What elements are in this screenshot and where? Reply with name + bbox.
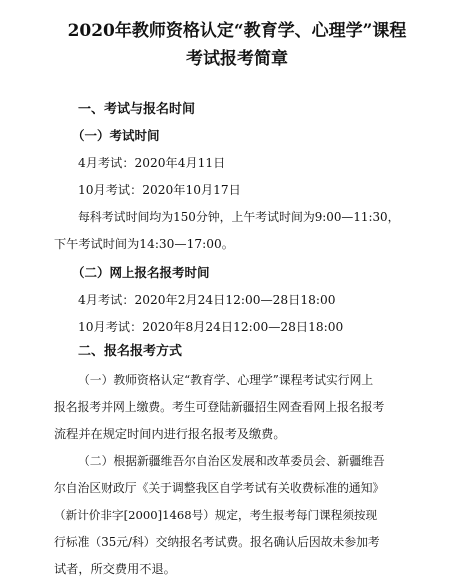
section-heading-registration-method: 二、报名报考方式 bbox=[78, 344, 183, 359]
registration-method-para1-line2: 报名报考并网上缴费。考生可登陆新疆招生网查看网上报名报考 bbox=[54, 400, 385, 414]
section-heading-exam-registration-time: 一、考试与报名时间 bbox=[78, 102, 196, 117]
registration-method-para2-line1: （二）根据新疆维吾尔自治区发展和改革委员会、新疆维吾 bbox=[78, 454, 385, 468]
registration-method-para1-line1: （一）教师资格认定“教育学、心理学”课程考试实行网上 bbox=[78, 373, 374, 387]
registration-method-para1-line3: 流程并在规定时间内进行报名报考及缴费。 bbox=[54, 427, 286, 441]
exam-date-april: 4月考试：2020年4月11日 bbox=[78, 156, 226, 170]
exam-duration-line-1: 每科考试时间均为150分钟，上午考试时间为9:00—11:30， bbox=[78, 210, 400, 224]
registration-method-para2-line2: 尔自治区财政厅《关于调整我区自学考试有关收费标准的通知》 bbox=[54, 481, 385, 495]
registration-method-para2-line3: （新计价非字[2000]1468号）规定，考生报考每门课程须按现 bbox=[54, 508, 378, 522]
exam-date-october: 10月考试：2020年10月17日 bbox=[78, 183, 241, 197]
exam-duration-line-2: 下午考试时间为14:30—17:00。 bbox=[54, 237, 234, 251]
document-title-line-1: 2020年教师资格认定“教育学、心理学”课程 bbox=[67, 21, 407, 41]
registration-date-april: 4月考试：2020年2月24日12:00—28日18:00 bbox=[78, 293, 336, 307]
subheading-exam-time: （一）考试时间 bbox=[72, 128, 160, 143]
registration-date-october: 10月考试：2020年8月24日12:00—28日18:00 bbox=[78, 320, 344, 334]
document-title-line-2: 考试报考简章 bbox=[186, 49, 288, 69]
registration-method-para2-line5: 试者，所交费用不退。 bbox=[54, 562, 176, 576]
registration-method-para2-line4: 行标准（35元/科）交纳报名考试费。报名确认后因故未参加考 bbox=[54, 535, 380, 549]
subheading-online-registration-time: （二）网上报名报考时间 bbox=[72, 265, 210, 280]
